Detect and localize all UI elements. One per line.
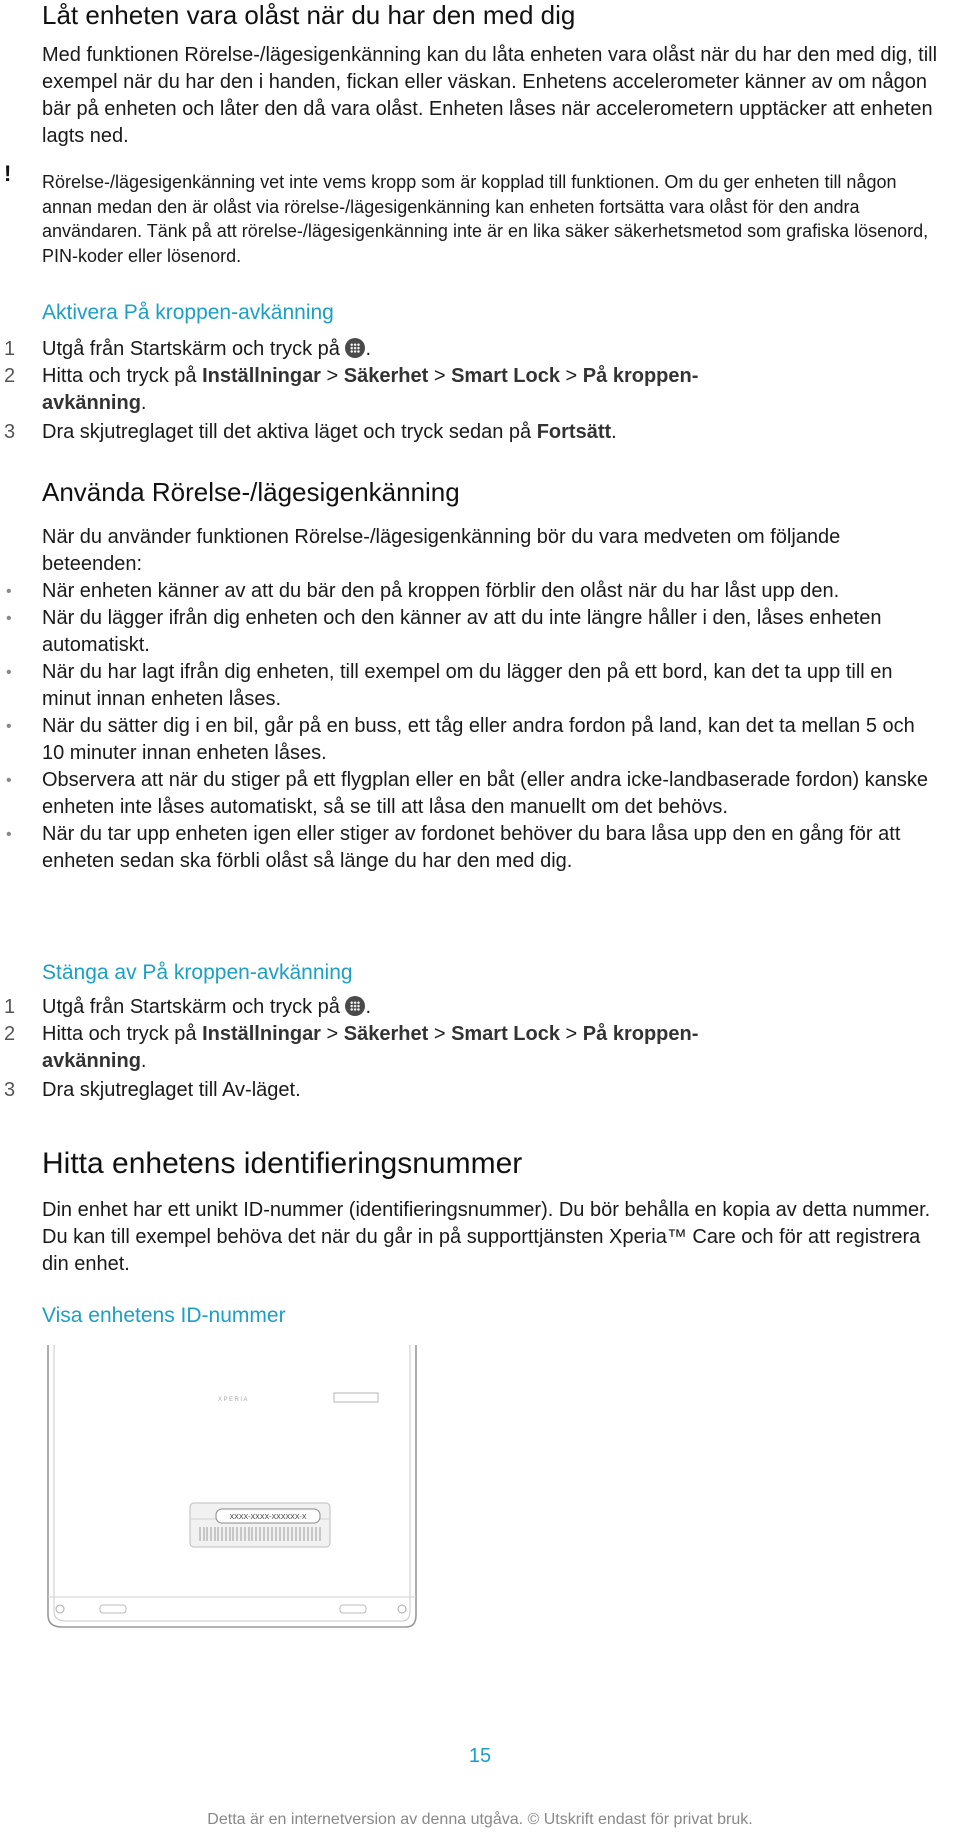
apps-icon bbox=[345, 338, 365, 358]
list-item: • Observera att när du stiger på ett flygplan eller en båt (eller andra icke-landbaserade fordon) kanske enheten inte låses automatiskt, så se till att låsa den manuellt om det behövs. bbox=[6, 769, 929, 818]
step-text: Hitta och tryck på Inställningar > Säkerhet > Smart Lock > På kroppen-avkänning. bbox=[42, 1023, 699, 1072]
step-number: 2 bbox=[4, 365, 16, 387]
bullet-icon: • bbox=[6, 610, 12, 627]
section-intro-use-detection: När du använder funktionen Rörelse-/lägesigenkänning bör du vara medveten om följande beteenden: bbox=[42, 526, 841, 575]
brand-logo: XPERIA bbox=[218, 1397, 250, 1403]
step-number: 3 bbox=[4, 421, 16, 443]
step-text: Hitta och tryck på Inställningar > Säkerhet > Smart Lock > På kroppen-avkänning. bbox=[42, 365, 699, 414]
step-item bbox=[0, 363, 940, 417]
device-id-illustration bbox=[40, 1345, 420, 1635]
warning-note: Rörelse-/lägesigenkänning vet inte vems kropp som är kopplad till funktionen. Om du ger enheten till någon annan medan den är olåst via rörelse-/lägesigenkänning kan enheten fortsätta vara olåst för den andra användaren. Tänk på att rörelse-/lägesigenkänning inte är en lika säker säkerhetsmetod som grafiska lösenord, PIN-koder eller lösenord. bbox=[42, 172, 929, 266]
step-text: Dra skjutreglaget till det aktiva läget och tryck sedan på Fortsätt. bbox=[42, 421, 617, 443]
apps-icon bbox=[345, 996, 365, 1016]
step-number: 3 bbox=[4, 1079, 16, 1101]
step-number: 1 bbox=[4, 338, 16, 360]
bullet-icon: • bbox=[6, 583, 12, 600]
step-item bbox=[0, 1021, 940, 1075]
list-item: • När du har lagt ifrån dig enheten, till exempel om du lägger den på ett bord, kan det ta upp till en minut innan enheten låses. bbox=[6, 661, 893, 710]
list-item: • När du tar upp enheten igen eller stiger av fordonet behöver du bara låsa upp den en gång för att enheten sedan ska förbli olåst så länge du har den med dig. bbox=[6, 823, 901, 872]
section-title-unlock-on-body: Låt enheten vara olåst när du har den med dig bbox=[42, 0, 576, 30]
bullet-list bbox=[0, 578, 940, 875]
footer-note: Detta är en internetversion av denna utgåva. © Utskrift endast för privat bruk. bbox=[207, 1811, 753, 1828]
step-text: Dra skjutreglaget till Av-läget. bbox=[42, 1079, 301, 1101]
step-number: 1 bbox=[4, 996, 16, 1018]
section-title-find-id: Hitta enhetens identifieringsnummer bbox=[42, 1147, 523, 1180]
bullet-icon: • bbox=[6, 664, 12, 681]
list-item: • När du sätter dig i en bil, går på en buss, ett tåg eller andra fordon på land, kan det ta mellan 5 och 10 minuter innan enheten låses. bbox=[6, 715, 915, 764]
warning-icon: ! bbox=[4, 161, 12, 186]
subheading-activate: Aktivera På kroppen-avkänning bbox=[42, 301, 334, 324]
subheading-deactivate: Stänga av På kroppen-avkänning bbox=[42, 961, 353, 984]
bullet-icon: • bbox=[6, 718, 12, 735]
list-item: • När enheten känner av att du bär den på kroppen förblir den olåst när du har låst upp den. bbox=[0, 578, 940, 605]
page-number: 15 bbox=[468, 1745, 492, 1767]
bullet-icon: • bbox=[6, 772, 12, 789]
step-text: Utgå från Startskärm och tryck på . bbox=[42, 996, 372, 1018]
section-title-use-detection: Använda Rörelse-/lägesigenkänning bbox=[42, 477, 460, 507]
subheading-show-id: Visa enhetens ID-nummer bbox=[42, 1304, 286, 1327]
bullet-icon: • bbox=[6, 826, 12, 843]
list-item: • När du lägger ifrån dig enheten och den känner av att du inte längre håller i den, låses enheten automatiskt. bbox=[6, 607, 882, 656]
id-number-label: XXXX-XXXX-XXXXXX-X bbox=[229, 1514, 307, 1521]
section-paragraph-find-id: Din enhet har ett unikt ID-nummer (identifieringsnummer). Du bör behålla en kopia av detta nummer. Du kan till exempel behöva det när du går in på supporttjänsten Xperia™ Care och för att registrera din enhet. bbox=[42, 1199, 931, 1275]
section-paragraph-unlock-on-body: Med funktionen Rörelse-/lägesigenkänning kan du låta enheten vara olåst när du har den med dig, till exempel när du har den i handen, fickan eller väskan. Enhetens accelerometer känner av om någon bär på enheten och låter den då vara olåst. Enheten låses när accelerometern upptäcker att enheten lagts ned. bbox=[42, 44, 938, 147]
step-text: Utgå från Startskärm och tryck på . bbox=[42, 338, 372, 360]
step-number: 2 bbox=[4, 1023, 16, 1045]
